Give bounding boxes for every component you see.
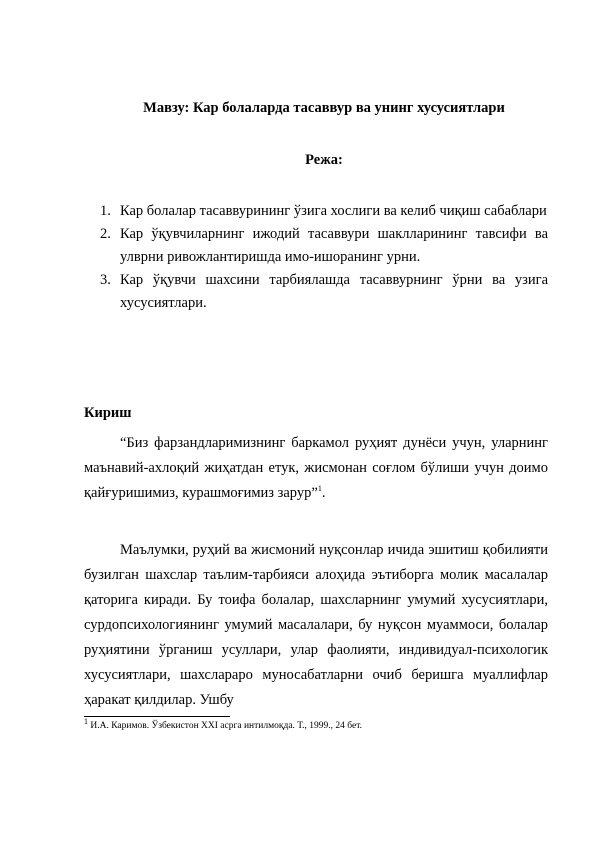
footnote (84, 716, 363, 731)
plan-item-text: Кар болалар тасаввурининг ўзига хослиги ва келиб чиқиш сабаблари (120, 203, 547, 219)
footnote-reference[interactable]: 1 (317, 484, 322, 494)
footnote-separator (84, 716, 230, 717)
plan-item (100, 223, 548, 269)
intro-heading: Кириш (84, 405, 132, 421)
plan-item-number: 2. (100, 226, 111, 242)
plan-item-number: 1. (100, 203, 111, 219)
plan-item-text: Кар ўқувчи шахсини тарбиялашда тасаввурнинг ўрни ва узига хусусиятлари. (120, 272, 548, 311)
plan-item-text: Кар ўқувчиларнинг ижодий тасаввури шаклларининг тавсифи ва улврни ривожлантиришда имо-ишоранинг урни. (120, 226, 548, 265)
intro-quote-paragraph (84, 431, 548, 506)
intro-quote-text: “Биз фарзандларимизнинг баркамол руҳият дунёси учун, уларнинг маънавий-ахлоқий жиҳатдан етук, жисмонан соғлом бўлиши учун доимо қайғуришимиз, курашмоғимиз зарур” (84, 435, 548, 501)
plan-item (100, 200, 548, 223)
document-title: Мавзу: Кар болаларда тасаввур ва унинг хусусиятлари (143, 100, 505, 116)
footnote-number: 1 (84, 716, 88, 726)
intro-quote-end: . (321, 485, 326, 501)
body-paragraph: Маълумки, руҳий ва жисмоний нуқсонлар ичида эшитиш қобилияти бузилган шахслар таълим-тарбияси алоҳида эътиборга молик масалалар қаторига киради. Бу тоифа болалар, шахсларнинг умумий хусусиятлари, сурдопсихологиянинг умумий масалалари, бу нуқсон муаммоси, болалар руҳиятини ўрганиш усуллари, улар фаолияти, индивидуал-психологик хусусиятлари, шахслараро муносабатларни очиб беришга муаллифлар ҳаракат қилдилар. Ушбу (84, 542, 548, 708)
plan-item-number: 3. (100, 272, 111, 288)
footnote-text: И.А. Каримов. Ўзбекистон XXI асрга интилмоқда. Т., 1999., 24 бет. (88, 721, 363, 731)
plan-heading: Режа: (305, 152, 343, 168)
plan-item (100, 269, 548, 315)
plan-list (100, 200, 548, 315)
